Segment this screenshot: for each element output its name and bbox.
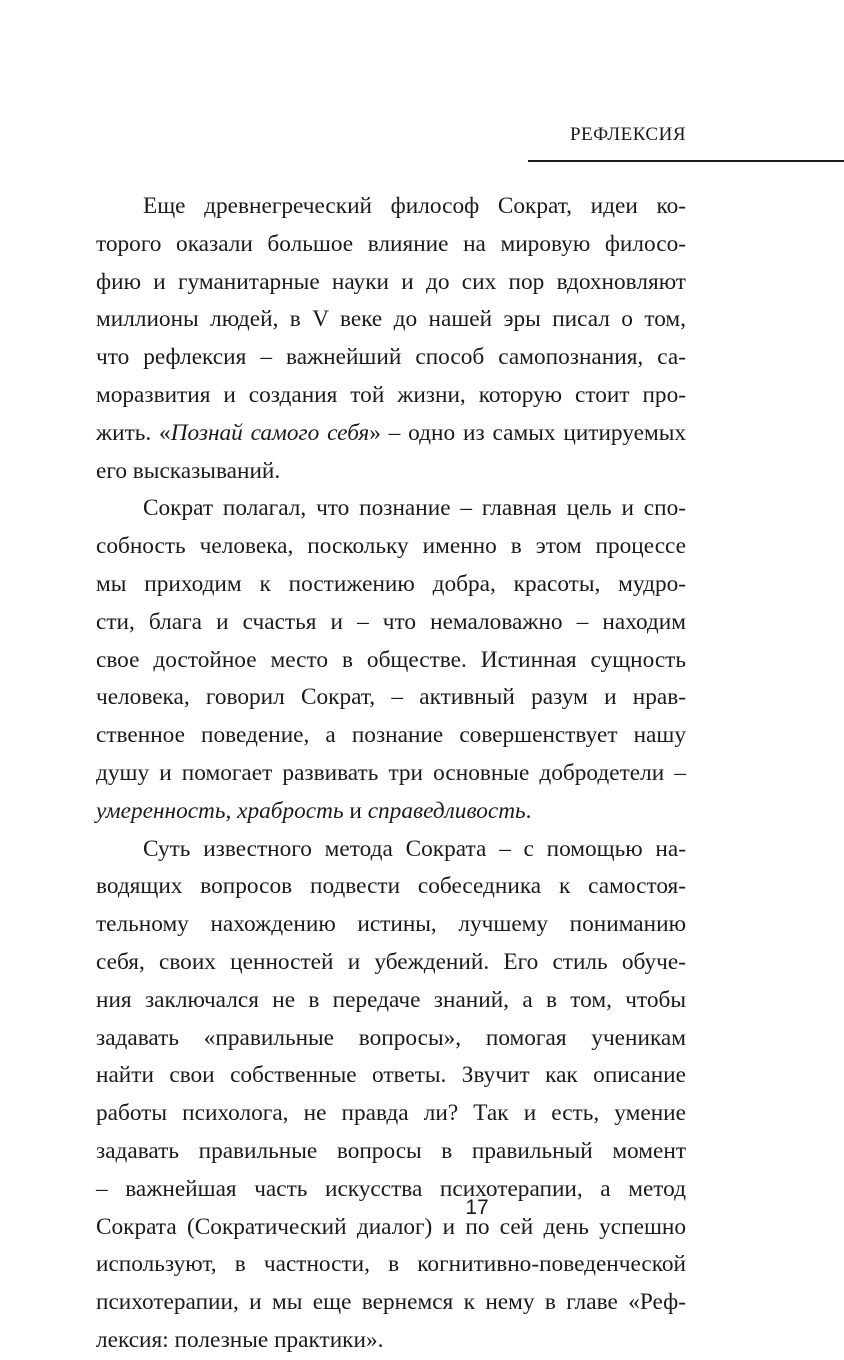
running-head-rule [528, 160, 844, 162]
text-segment: психотерапии, и мы еще вернемся к нему в главе «Реф- [96, 1289, 686, 1316]
paragraph [96, 831, 686, 1360]
text-segment: лексия: полезные практики». [96, 1326, 384, 1353]
text-segment: Еще древнегреческий философ Сократ, идеи ко- [143, 193, 686, 219]
text-segment: задавать «правильные вопросы», помогая ученикам [96, 1024, 686, 1051]
text-segment: собность человека, поскольку именно в этом процессе [96, 533, 686, 560]
text-segment: себя, своих ценностей и убеждений. Его стиль обуче- [96, 948, 686, 975]
text-line [96, 868, 686, 906]
text-line [96, 1322, 686, 1360]
text-line [96, 717, 686, 755]
text-segment: – важнейшая часть искусства психотерапии, а метод [96, 1175, 686, 1202]
text-segment: водящих вопросов подвести собеседника к самостоя- [96, 873, 686, 900]
text-line [96, 755, 686, 793]
text-segment: тельному нахождению истины, лучшему пониманию [96, 911, 686, 938]
text-segment: найти свои собственные ответы. Звучит как описание [96, 1062, 686, 1089]
text-segment: фию и гуманитарные науки и до сих пор вдохновляют [96, 268, 686, 295]
text-segment: сти, блага и счастья и – что немаловажно – находим [96, 608, 686, 635]
text-line [96, 906, 686, 944]
text-segment: жить. « [96, 419, 171, 446]
text-segment: моразвития и создания той жизни, которую стоит про- [96, 381, 686, 408]
text-line [96, 188, 686, 226]
paragraph [96, 188, 686, 490]
text-line [96, 264, 686, 302]
text-segment: . [525, 797, 532, 824]
text-line [96, 1133, 686, 1171]
text-segment: задавать правильные вопросы в правильный момент [96, 1137, 686, 1164]
text-line [96, 339, 686, 377]
text-line [96, 226, 686, 264]
text-line [96, 679, 686, 717]
text-segment: и [343, 797, 368, 824]
text-line [96, 377, 686, 415]
text-line [96, 453, 686, 491]
text-line [96, 642, 686, 680]
text-line [96, 1284, 686, 1322]
text-segment: человека, говорил Сократ, – активный разум и нрав- [96, 684, 686, 711]
body-text [96, 188, 686, 1360]
text-line [96, 301, 686, 339]
text-segment: Суть известного метода Сократа – с помощью на- [143, 835, 686, 862]
text-segment: ния заключался не в передаче знаний, а в том, чтобы [96, 986, 686, 1013]
text-line [96, 1057, 686, 1095]
italic-text: умеренность, храбрость [96, 797, 344, 824]
text-line [96, 566, 686, 604]
text-line [96, 982, 686, 1020]
text-segment: миллионы людей, в V веке до нашей эры писал о том, [96, 306, 686, 333]
text-line [96, 528, 686, 566]
text-segment: ственное поведение, а познание совершенствует нашу [96, 722, 686, 749]
text-line [96, 944, 686, 982]
text-segment: свое достойное место в обществе. Истинная сущность [96, 646, 686, 673]
text-segment: работы психолога, не правда ли? Так и есть, умение [96, 1100, 686, 1127]
text-segment: мы приходим к постижению добра, красоты, мудро- [96, 570, 686, 597]
text-line [96, 604, 686, 642]
text-segment: » – одно из самых цитируемых [369, 419, 686, 446]
text-segment: используют, в частности, в когнитивно-поведенческой [96, 1251, 686, 1278]
page-number: 17 [465, 1196, 489, 1219]
text-line [96, 490, 686, 528]
text-segment: его высказываний. [96, 457, 281, 484]
text-segment: торого оказали большое влияние на мировую филосо- [96, 230, 686, 257]
text-line [96, 1020, 686, 1058]
text-line [96, 415, 686, 453]
text-line [96, 1095, 686, 1133]
running-head: РЕФЛЕКСИЯ [569, 124, 686, 145]
text-line [96, 793, 686, 831]
paragraph [96, 490, 686, 830]
text-line [96, 831, 686, 869]
text-segment: Сократ полагал, что познание – главная цель и спо- [143, 495, 686, 522]
text-segment: Сократа (Сократический диалог) и по сей день успешно [96, 1213, 686, 1240]
italic-text: справедливость [367, 797, 526, 824]
text-segment: душу и помогает развивать три основные добродетели – [96, 759, 686, 786]
italic-text: Познай самого себя [170, 419, 370, 446]
text-line [96, 1246, 686, 1284]
text-segment: что рефлексия – важнейший способ самопознания, са- [96, 344, 686, 371]
